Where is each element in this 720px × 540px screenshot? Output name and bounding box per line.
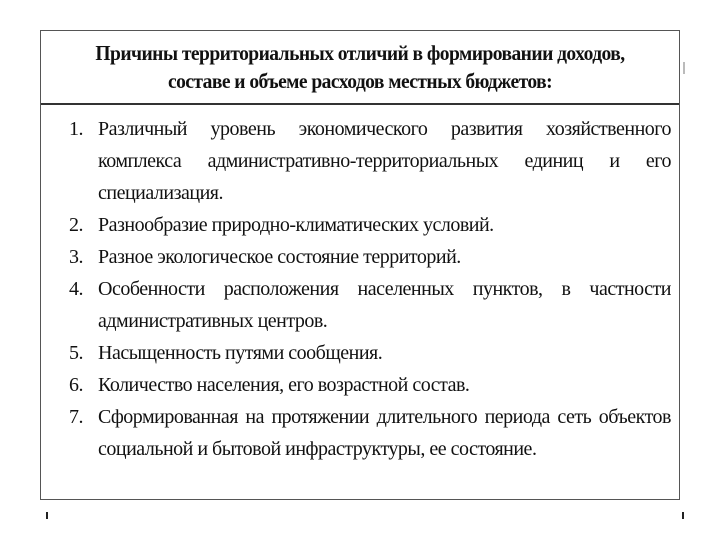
list-item — [69, 337, 671, 369]
item-text: Сформированная на протяжении длительного периода сеть объектов социальной и бытовой инфраструктуры, ее состояние. — [98, 406, 671, 460]
item-number: 1. — [69, 118, 83, 140]
reasons-table — [40, 30, 680, 500]
list-item — [69, 273, 671, 337]
item-text: Насыщенность путями сообщения. — [98, 342, 383, 364]
item-number: 3. — [69, 246, 83, 268]
item-number: 7. — [69, 406, 83, 428]
table-header — [41, 31, 679, 105]
reasons-list — [41, 105, 679, 465]
item-text: Разнообразие природно-климатических условий. — [98, 214, 494, 236]
item-number: 4. — [69, 278, 83, 300]
item-number: 5. — [69, 342, 83, 364]
bottom-left-tick — [46, 512, 48, 519]
list-item — [69, 209, 671, 241]
bottom-right-tick — [682, 512, 684, 519]
table-title: Причины территориальных отличий в формировании доходов, составе и объеме расходов местных бюджетов: — [95, 41, 625, 93]
list-item — [69, 369, 671, 401]
item-number: 2. — [69, 214, 83, 236]
list-item — [69, 241, 671, 273]
list-item — [69, 113, 671, 209]
item-text: Разное экологическое состояние территорий. — [98, 246, 461, 268]
list-item — [69, 401, 671, 465]
edge-mark — [683, 62, 685, 74]
item-text: Особенности расположения населенных пунктов, в частности административных центров. — [98, 278, 671, 332]
item-text: Количество населения, его возрастной состав. — [98, 374, 470, 396]
item-text: Различный уровень экономического развития хозяйственного комплекса административно-территориальных единиц и его специализация. — [98, 118, 671, 204]
item-number: 6. — [69, 374, 83, 396]
